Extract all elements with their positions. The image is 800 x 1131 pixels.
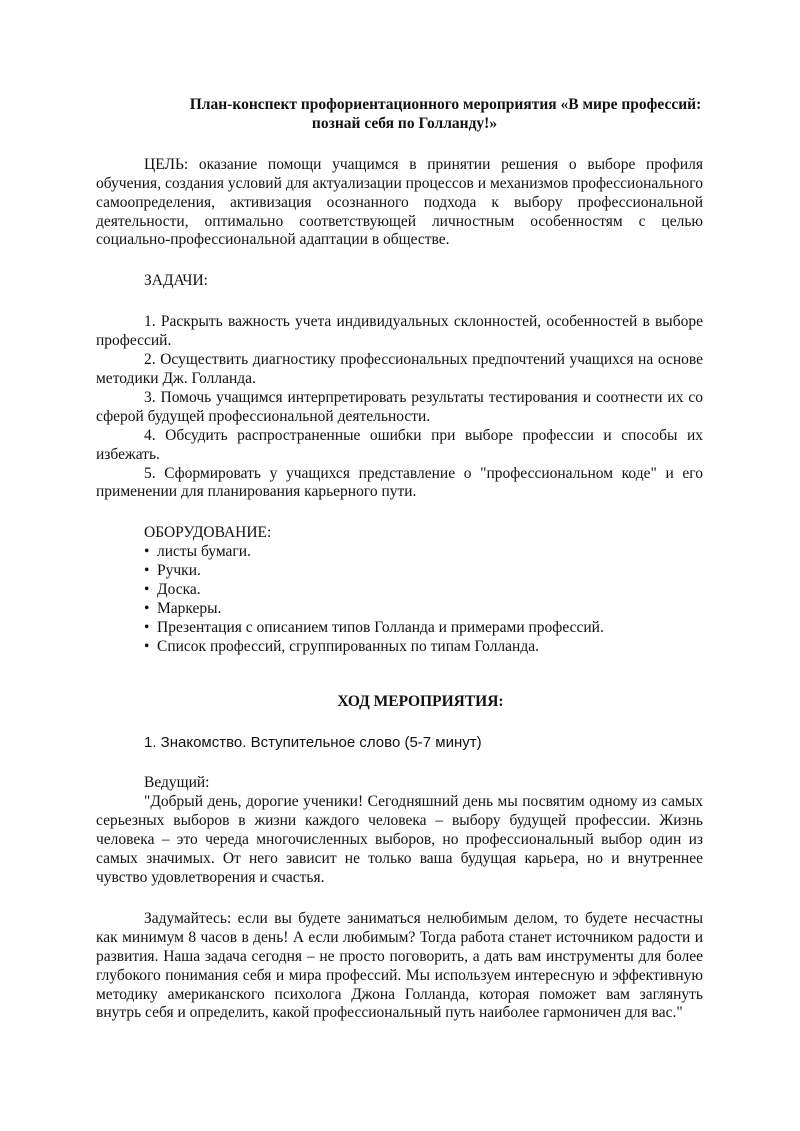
- equipment-item: [144, 600, 703, 619]
- document-page: [96, 96, 703, 1023]
- spacer: [96, 250, 703, 272]
- task-item-2: 2. Осуществить диагностику профессиональных предпочтений учащихся на основе методики Дж. Голланда.: [96, 351, 703, 387]
- task-item-1: 1. Раскрыть важность учета индивидуальных склонностей, особенностей в выборе профессий.: [96, 313, 703, 350]
- bullet-icon: •: [144, 637, 150, 655]
- equipment-item-text: Маркеры.: [157, 599, 222, 617]
- bullet-icon: •: [144, 581, 150, 599]
- bullet-icon: •: [144, 618, 150, 636]
- spacer: [96, 712, 703, 734]
- goal-paragraph: ЦЕЛЬ: оказание помощи учащимся в принятии решения о выборе профиля обучения, создания условий для актуализации процессов и механизмов профессионального самоопределения, активизация осознанного подхода к выбору профессиональной деятельности, оптимально соответствующей личностным особенностям с целью социально-профессиональной адаптации в обществе.: [96, 155, 703, 249]
- speech-paragraph-1: "Добрый день, дорогие ученики! Сегодняшний день мы посвятим одному из самых серьезных выборов в жизни каждого человека – выбору будущей профессии. Жизнь человека – это череда многочисленных выборов, но профессиональный выбор один из самых значимых. От него зависит не только ваша будущая карьера, но и внутреннее чувство удовлетворения и счастья.: [96, 793, 703, 886]
- spacer: [96, 502, 703, 524]
- task-item-3: 3. Помочь учащимся интерпретировать результаты тестирования и соотнести их со сферой будущей профессиональной деятельности.: [96, 388, 703, 425]
- equipment-list: [96, 543, 703, 656]
- document-title: [96, 96, 703, 134]
- equipment-item: [144, 638, 703, 657]
- bullet-icon: •: [144, 599, 150, 617]
- bullet-icon: •: [144, 562, 150, 580]
- equipment-item-text: листы бумаги.: [157, 543, 251, 561]
- spacer: [96, 657, 703, 693]
- equipment-item-text: Список профессий, сгруппированных по типам Голланда.: [157, 637, 539, 655]
- task-item-4: 4. Обсудить распространенные ошибки при выборе профессии и способы их избежать.: [96, 426, 703, 463]
- equipment-item: [144, 562, 703, 581]
- equipment-heading: ОБОРУДОВАНИЕ:: [144, 524, 272, 542]
- equipment-item: [144, 543, 703, 562]
- step-1-heading: 1. Знакомство. Вступительное слово (5-7 минут): [144, 733, 482, 751]
- spacer: [96, 888, 703, 910]
- tasks-heading: ЗАДАЧИ:: [144, 272, 208, 290]
- spacer: [96, 134, 703, 156]
- equipment-item-text: Доска.: [157, 581, 201, 599]
- equipment-item: [144, 581, 703, 600]
- course-heading: ХОД МЕРОПРИЯТИЯ:: [337, 692, 504, 710]
- spacer: [96, 291, 703, 313]
- equipment-item: [144, 619, 703, 638]
- bullet-icon: •: [144, 543, 150, 561]
- speech-paragraph-2: Задумайтесь: если вы будете заниматься нелюбимым делом, то будете несчастны как минимум 8 часов в день! А если любимым? Тогда работа станет источником радости и развития. Наша задача сегодня – не просто поговорить, а дать вам инструменты для более глубокого понимания себя и мира профессий. Мы используем интересную и эффективную методику американского психолога Джона Голланда, которая поможет вам заглянуть внутрь себя и определить, какой профессиональный путь наиболее гармоничен для вас.": [96, 909, 703, 1022]
- tasks-list: [96, 313, 703, 502]
- document-title-line-2: познай себя по Голланду!»: [311, 114, 498, 132]
- speaker-label: Ведущий:: [144, 774, 210, 792]
- spacer: [96, 752, 703, 774]
- document-title-line-1: План-конспект профориентационного мероприятия «В мире профессий:: [189, 96, 702, 113]
- task-item-5: 5. Сформировать у учащихся представление о "профессиональном коде" и его применении для планирования карьерного пути.: [96, 464, 703, 501]
- equipment-item-text: Ручки.: [157, 562, 201, 580]
- equipment-item-text: Презентация с описанием типов Голланда и примерами профессий.: [157, 618, 604, 636]
